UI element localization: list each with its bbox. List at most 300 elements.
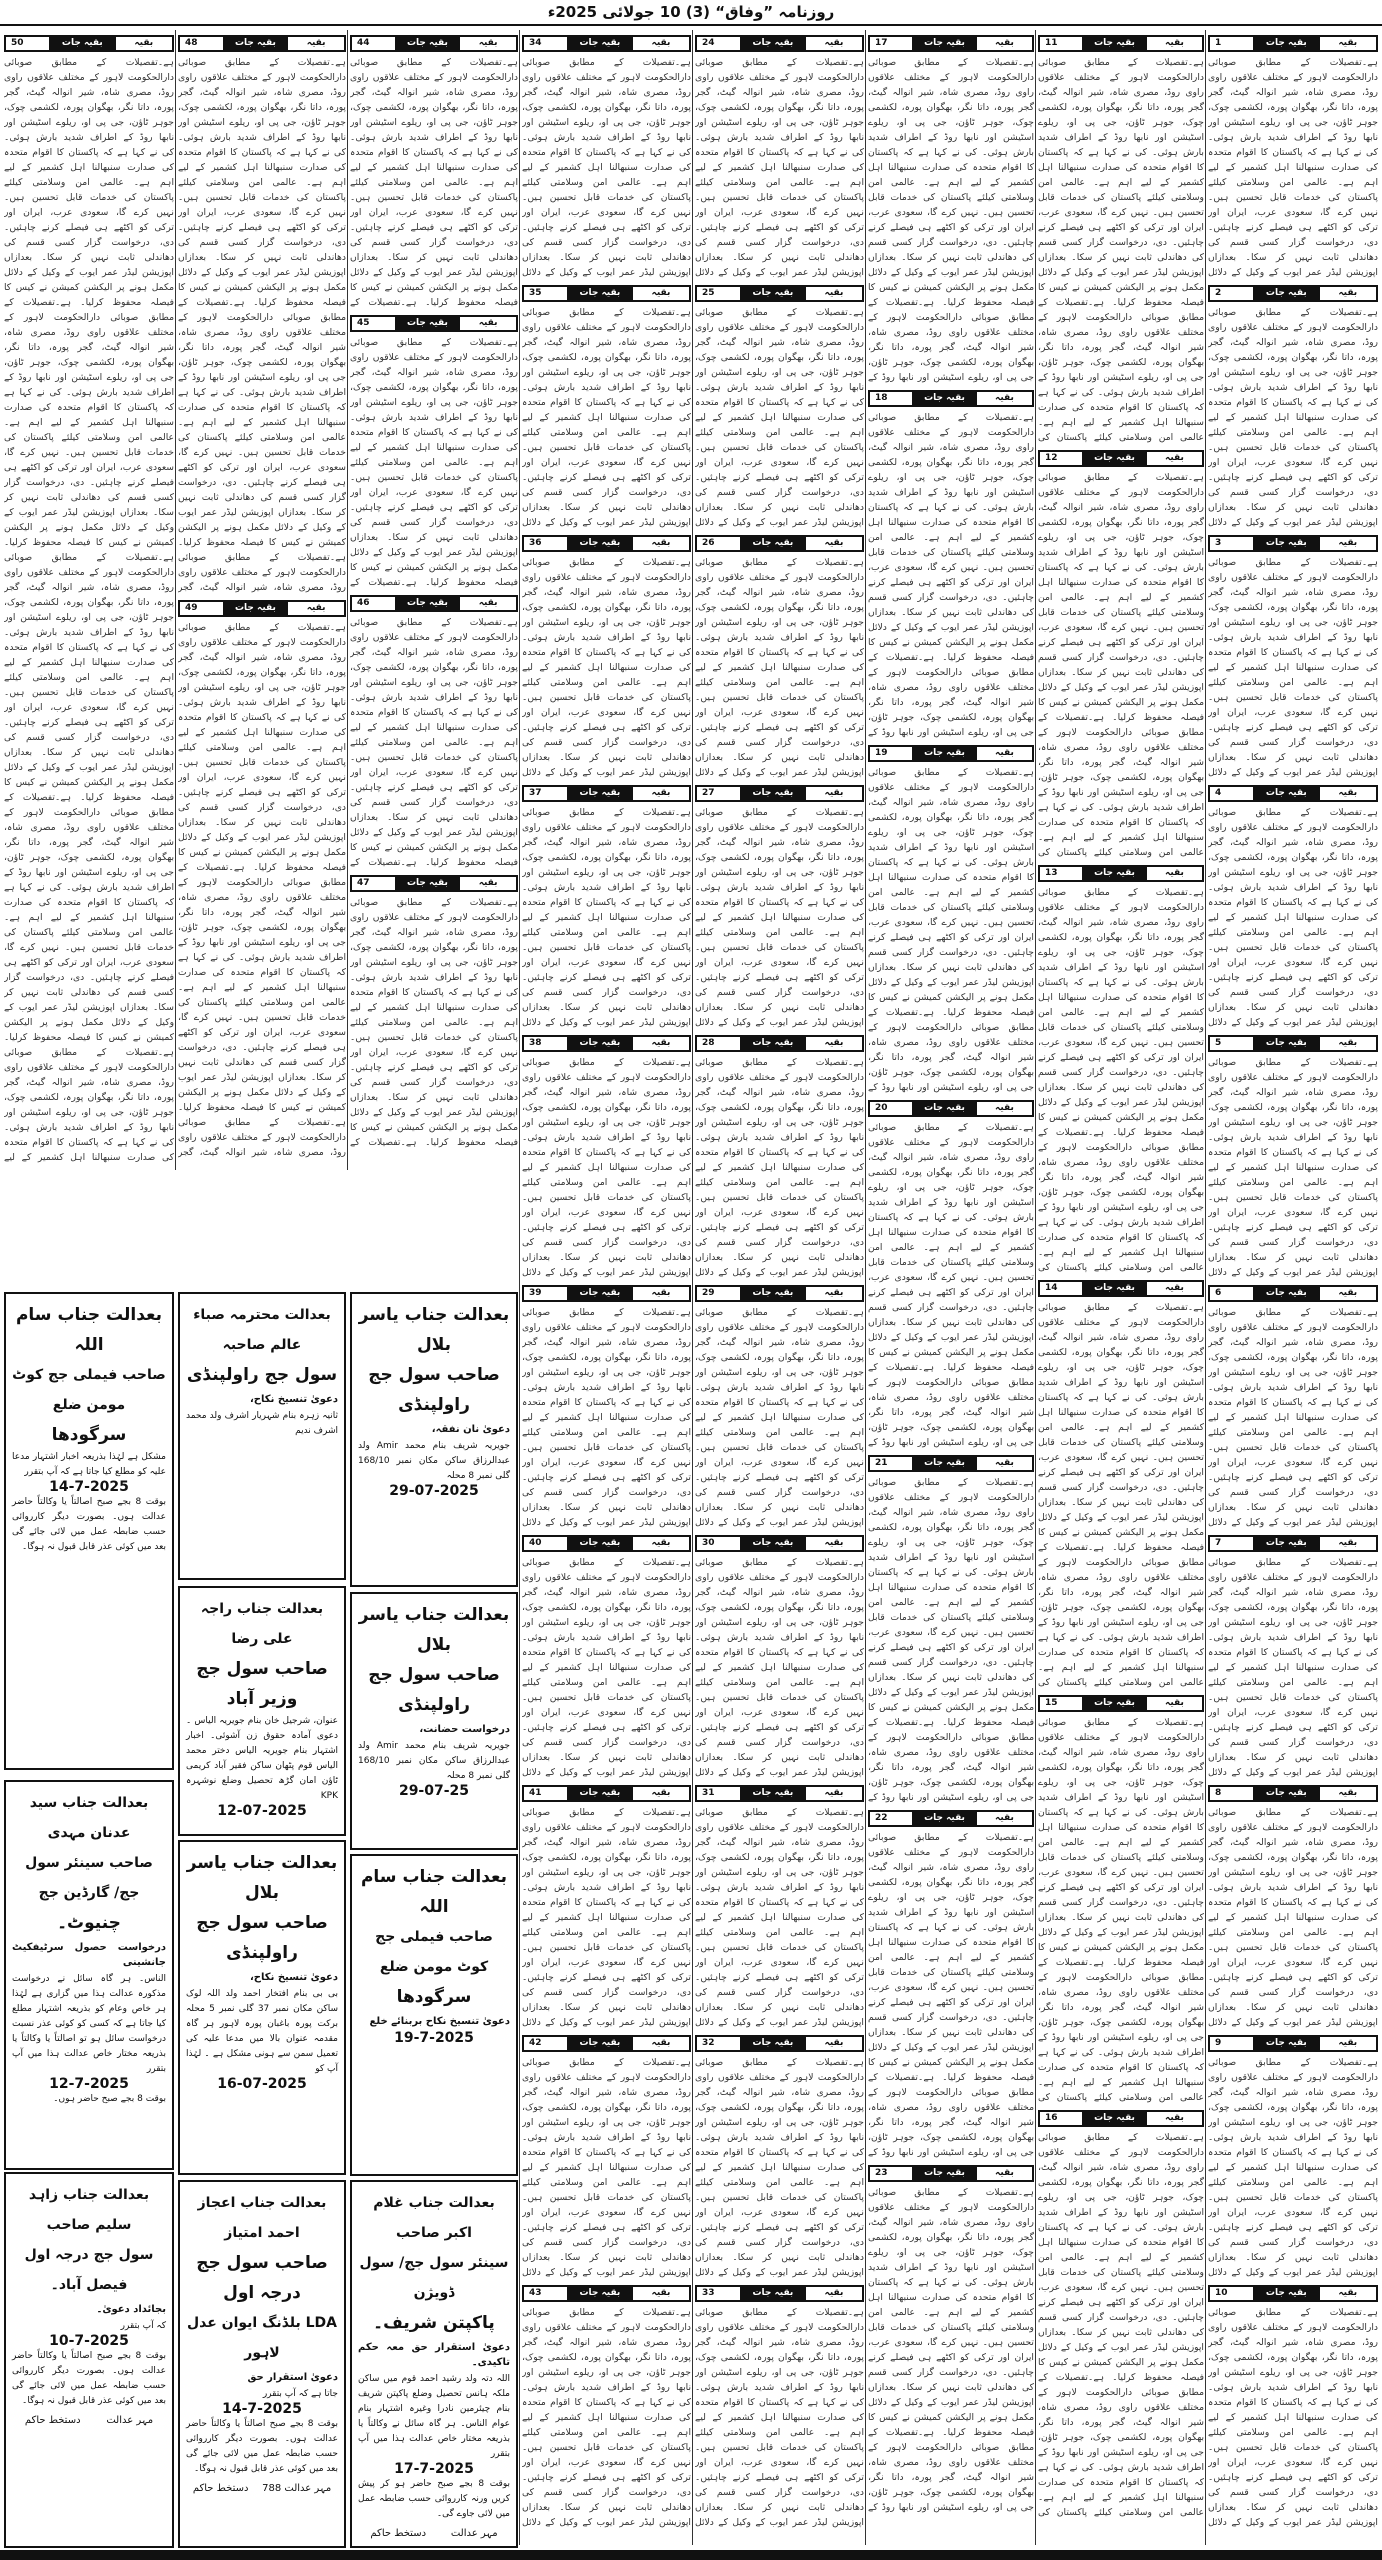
- continuation-title: بقیہ جات: [567, 37, 633, 50]
- continuation-label: بقیہ: [1147, 1282, 1202, 1295]
- article-text: ہے۔تفصیلات کے مطابق صوبائی دارالحکومت لاہور کے مختلف علاقوں راوی روڈ، مصری شاہ، شیر انوالہ گیٹ، گجر پورہ، داتا نگر، بھگوان پورہ، لکشمی چوک، جوہر ٹاؤن، جی پی او، ریلوے اسٹیشن اور نابھا روڈ کے اطراف شدید بارش ہوئی۔ کی نے کہا ہے کہ پاکستان کا اقوام متحدہ کی صدارت سنبھالنا اہل کشمیر کے لیے اہم ہے۔ عالمی امن وسلامتی کیلئے پاکستان کی خدمات قابل تحسین ہیں۔ نہیں کرے گا، سعودی عرب، ایران اور ترکی کو اکٹھے ہی فیصلے کرنے چاہئیں۔ دی، درخواست گزار کسی قسم کی دھاندلی ثابت نہیں کر سکا۔ بعدازاں اپوزیشن لیڈر عمر ایوب کے وکیل کے دلائل مکمل ہونے پر الیکشن کمیشن نے کیس کا فیصلہ محفوظ کرلیا۔ ہے۔تفصیلات کے مطابق صوبائی دارالحکومت لاہور کے مختلف علاقوں راوی روڈ، مصری شاہ، شیر انوالہ گیٹ، گجر پورہ، داتا نگر، بھگوان پورہ، لکشمی چوک، جوہر ٹاؤن، جی پی او، ریلوے اسٹیشن اور نابھا روڈ کے اطراف شدید بارش ہوئی۔ کی نے کہا ہے کہ پاکستان کا اقوام متحدہ کی صدارت سنبھالنا اہل کشمیر کے لیے اہم ہے۔ عالمی امن وسلامتی کیلئے پاکستان کی: [1038, 472, 1204, 858]
- continuation-title: بقیہ جات: [1082, 867, 1147, 880]
- continuation-number: 38: [524, 1037, 567, 1050]
- signature-label: مہر عدالت 788: [262, 2483, 332, 2494]
- continuation-header: [695, 1035, 864, 1052]
- continuation-header: [695, 1785, 864, 1802]
- court-notice: [4, 1780, 174, 2170]
- article-text: ہے۔تفصیلات کے مطابق صوبائی دارالحکومت لاہور کے مختلف علاقوں راوی روڈ، مصری شاہ، شیر انوالہ گیٹ، گجر پورہ، داتا نگر، بھگوان پورہ، لکشمی چوک، جوہر ٹاؤن، جی پی او، ریلوے اسٹیشن اور نابھا روڈ کے اطراف شدید بارش ہوئی۔ کی نے کہا ہے کہ پاکستان کا اقوام متحدہ کی صدارت سنبھالنا اہل کشمیر کے لیے اہم ہے۔ عالمی امن وسلامتی کیلئے پاکستان کی خدمات قابل تحسین ہیں۔ نہیں کرے گا، سعودی عرب، ایران اور ترکی کو اکٹھے ہی فیصلے کرنے چاہئیں۔ دی، درخواست گزار کسی قسم کی دھاندلی ثابت نہیں کر سکا۔ بعدازاں اپوزیشن لیڈر عمر ایوب کے وکیل کے دلائل: [695, 1807, 864, 2028]
- news-column: [522, 30, 691, 2545]
- article-text: ہے۔تفصیلات کے مطابق صوبائی دارالحکومت لاہور کے مختلف علاقوں راوی روڈ، مصری شاہ، شیر انوالہ گیٹ، گجر پورہ، داتا نگر، بھگوان پورہ، لکشمی چوک، جوہر ٹاؤن، جی پی او، ریلوے اسٹیشن اور نابھا روڈ کے اطراف شدید بارش ہوئی۔ کی نے کہا ہے کہ پاکستان کا اقوام متحدہ کی صدارت سنبھالنا اہل کشمیر کے لیے اہم ہے۔ عالمی امن وسلامتی کیلئے پاکستان کی خدمات قابل تحسین ہیں۔ نہیں کرے گا، سعودی عرب، ایران اور ترکی کو اکٹھے ہی فیصلے کرنے چاہئیں۔ دی، درخواست گزار کسی قسم کی دھاندلی ثابت نہیں کر سکا۔ بعدازاں اپوزیشن لیڈر عمر ایوب کے وکیل کے دلائل: [522, 2307, 691, 2528]
- continuation-number: 10: [1210, 2287, 1253, 2300]
- continuation-title: بقیہ جات: [567, 1537, 633, 1550]
- notice-date: 29-07-25: [398, 1783, 470, 1799]
- continuation-header: [522, 2285, 691, 2302]
- notice-title: سرگودھا: [51, 1425, 127, 1445]
- continuation-number: 24: [697, 37, 740, 50]
- continuation-header: [1038, 865, 1204, 882]
- continuation-number: 25: [697, 287, 740, 300]
- notice-subject: درخواست حضانت،: [419, 1724, 510, 1735]
- notice-date: 12-7-2025: [49, 2076, 129, 2092]
- article-text: ہے۔تفصیلات کے مطابق صوبائی دارالحکومت لاہور کے مختلف علاقوں راوی روڈ، مصری شاہ، شیر انوالہ گیٹ، گجر پورہ، داتا نگر، بھگوان پورہ، لکشمی چوک، جوہر ٹاؤن، جی پی او، ریلوے اسٹیشن اور نابھا روڈ کے اطراف شدید بارش ہوئی۔ کی نے کہا ہے کہ پاکستان کا اقوام متحدہ کی صدارت سنبھالنا اہل کشمیر کے لیے اہم ہے۔ عالمی امن وسلامتی کیلئے پاکستان کی خدمات قابل تحسین ہیں۔ نہیں کرے گا، سعودی عرب، ایران اور ترکی کو اکٹھے ہی فیصلے کرنے چاہئیں۔ دی، درخواست گزار کسی قسم کی دھاندلی ثابت نہیں کر سکا۔ بعدازاں اپوزیشن لیڈر عمر ایوب کے وکیل کے دلائل مکمل ہونے پر الیکشن کمیشن نے کیس کا فیصلہ محفوظ کرلیا۔ ہے۔تفصیلات کے: [350, 897, 518, 1148]
- continuation-title: بقیہ جات: [395, 877, 461, 890]
- article-text: ہے۔تفصیلات کے مطابق صوبائی دارالحکومت لاہور کے مختلف علاقوں راوی روڈ، مصری شاہ، شیر انوالہ گیٹ، گجر پورہ، داتا نگر، بھگوان پورہ، لکشمی چوک، جوہر ٹاؤن، جی پی او، ریلوے اسٹیشن اور نابھا روڈ کے اطراف شدید بارش ہوئی۔ کی نے کہا ہے کہ پاکستان کا اقوام متحدہ کی صدارت سنبھالنا اہل کشمیر کے لیے اہم ہے۔ عالمی امن وسلامتی کیلئے پاکستان کی خدمات قابل تحسین ہیں۔ نہیں کرے گا، سعودی عرب، ایران اور ترکی کو اکٹھے ہی فیصلے کرنے چاہئیں۔ دی، درخواست گزار کسی قسم کی دھاندلی ثابت نہیں کر سکا۔ بعدازاں اپوزیشن لیڈر عمر ایوب کے وکیل کے دلائل: [1208, 2057, 1378, 2278]
- continuation-title: بقیہ جات: [395, 597, 461, 610]
- notice-subject: دعویٰ تنسیخ نکاح بربنائے خلع: [369, 2016, 510, 2027]
- continuation-header: [522, 2035, 691, 2052]
- continuation-header: [1038, 2110, 1204, 2127]
- signature-label: مہر عدالت: [450, 2528, 498, 2539]
- article-text: ہے۔تفصیلات کے مطابق صوبائی دارالحکومت لاہور کے مختلف علاقوں راوی روڈ، مصری شاہ، شیر انوالہ گیٹ، گجر پورہ، داتا نگر، بھگوان پورہ، لکشمی چوک، جوہر ٹاؤن، جی پی او، ریلوے اسٹیشن اور نابھا روڈ کے اطراف شدید بارش ہوئی۔ کی نے کہا ہے کہ پاکستان کا اقوام متحدہ کی صدارت سنبھالنا اہل کشمیر کے لیے اہم ہے۔ عالمی امن وسلامتی کیلئے پاکستان کی خدمات قابل تحسین ہیں۔ نہیں کرے گا، سعودی عرب، ایران اور ترکی کو اکٹھے ہی فیصلے کرنے چاہئیں۔ دی، درخواست گزار کسی قسم کی دھاندلی ثابت نہیں کر سکا۔ بعدازاں اپوزیشن لیڈر عمر ایوب کے وکیل کے دلائل: [522, 807, 691, 1028]
- court-notice: [350, 1292, 518, 1587]
- notice-title: بعدالت جناب یاسر بلال: [358, 1605, 510, 1655]
- continuation-label: بقیہ: [1320, 537, 1376, 550]
- article-text: ہے۔تفصیلات کے مطابق صوبائی دارالحکومت لاہور کے مختلف علاقوں راوی روڈ، مصری شاہ، شیر انوالہ گیٹ، گجر پورہ، داتا نگر، بھگوان پورہ، لکشمی چوک، جوہر ٹاؤن، جی پی او، ریلوے اسٹیشن اور نابھا روڈ کے اطراف شدید بارش ہوئی۔ کی نے کہا ہے کہ پاکستان کا اقوام متحدہ کی صدارت سنبھالنا اہل کشمیر کے لیے اہم ہے۔ عالمی امن وسلامتی کیلئے پاکستان کی خدمات قابل تحسین ہیں۔ نہیں کرے گا، سعودی عرب، ایران اور ترکی کو اکٹھے ہی فیصلے کرنے چاہئیں۔ دی، درخواست گزار کسی قسم کی دھاندلی ثابت نہیں کر سکا۔ بعدازاں اپوزیشن لیڈر عمر ایوب کے وکیل کے دلائل: [695, 307, 864, 528]
- notice-date: 17-7-2025: [394, 2461, 474, 2477]
- court-notice: [350, 2180, 518, 2548]
- continuation-title: بقیہ جات: [567, 1037, 633, 1050]
- continuation-label: بقیہ: [977, 1102, 1032, 1115]
- continuation-title: بقیہ جات: [912, 747, 977, 760]
- article-text: ہے۔تفصیلات کے مطابق صوبائی دارالحکومت لاہور کے مختلف علاقوں راوی روڈ، مصری شاہ، شیر انوالہ گیٹ، گجر پورہ، داتا نگر، بھگوان پورہ، لکشمی چوک، جوہر ٹاؤن، جی پی او، ریلوے اسٹیشن اور نابھا روڈ کے اطراف شدید بارش ہوئی۔ کی نے کہا ہے کہ پاکستان کا اقوام متحدہ کی صدارت سنبھالنا اہل کشمیر کے لیے اہم ہے۔ عالمی امن وسلامتی کیلئے پاکستان کی خدمات قابل تحسین ہیں۔ نہیں کرے گا، سعودی عرب، ایران اور ترکی کو اکٹھے ہی فیصلے کرنے چاہئیں۔ دی، درخواست گزار کسی قسم کی دھاندلی ثابت نہیں کر سکا۔ بعدازاں اپوزیشن لیڈر عمر ایوب کے وکیل کے دلائل: [522, 57, 691, 278]
- continuation-title: بقیہ جات: [1253, 2037, 1319, 2050]
- continuation-title: بقیہ جات: [912, 2167, 977, 2180]
- continuation-header: [1208, 1285, 1378, 1302]
- continuation-header: [522, 1785, 691, 1802]
- article-text: ہے۔تفصیلات کے مطابق صوبائی دارالحکومت لاہور کے مختلف علاقوں راوی روڈ، مصری شاہ، شیر انوالہ گیٹ، گجر پورہ، داتا نگر، بھگوان پورہ، لکشمی چوک، جوہر ٹاؤن، جی پی او، ریلوے اسٹیشن اور نابھا روڈ کے اطراف شدید بارش ہوئی۔ کی نے کہا ہے کہ پاکستان کا اقوام متحدہ کی صدارت سنبھالنا اہل کشمیر کے لیے اہم ہے۔ عالمی امن وسلامتی کیلئے پاکستان کی خدمات قابل تحسین ہیں۔ نہیں کرے گا، سعودی عرب، ایران اور ترکی کو اکٹھے ہی فیصلے کرنے چاہئیں۔ دی، درخواست گزار کسی قسم کی دھاندلی ثابت نہیں کر سکا۔ بعدازاں اپوزیشن لیڈر عمر ایوب کے وکیل کے دلائل: [695, 1057, 864, 1278]
- notice-subject: بجائداد دعویٰ۔: [96, 2304, 166, 2315]
- continuation-header: [868, 745, 1034, 762]
- court-notice: [178, 1586, 346, 1836]
- article-text: ہے۔تفصیلات کے مطابق صوبائی دارالحکومت لاہور کے مختلف علاقوں راوی روڈ، مصری شاہ، شیر انوالہ گیٹ، گجر پورہ، داتا نگر، بھگوان پورہ، لکشمی چوک، جوہر ٹاؤن، جی پی او، ریلوے اسٹیشن اور نابھا روڈ کے اطراف شدید بارش ہوئی۔ کی نے کہا ہے کہ پاکستان کا اقوام متحدہ کی صدارت سنبھالنا اہل کشمیر کے لیے اہم ہے۔ عالمی امن وسلامتی کیلئے پاکستان کی خدمات قابل تحسین ہیں۔ نہیں کرے گا، سعودی عرب، ایران اور ترکی کو اکٹھے ہی فیصلے کرنے چاہئیں۔ دی، درخواست گزار کسی قسم کی دھاندلی ثابت نہیں کر سکا۔ بعدازاں اپوزیشن لیڈر عمر ایوب کے وکیل کے دلائل مکمل ہونے پر الیکشن کمیشن نے کیس کا فیصلہ محفوظ کرلیا۔ ہے۔تفصیلات کے مطابق صوبائی دارالحکومت لاہور کے مختلف علاقوں راوی روڈ، مصری شاہ، شیر انوالہ گیٹ، گجر پورہ، داتا نگر، بھگوان پورہ، لکشمی چوک، جوہر ٹاؤن، جی پی او، ریلوے اسٹیشن اور نابھا روڈ کے: [868, 1832, 1034, 2158]
- continuation-header: [1208, 1535, 1378, 1552]
- notice-title: بعدالت جناب زاہد سلیم صاحب: [28, 2187, 150, 2233]
- article-text: ہے۔تفصیلات کے مطابق صوبائی دارالحکومت لاہور کے مختلف علاقوں راوی روڈ، مصری شاہ، شیر انوالہ گیٹ، گجر پورہ، داتا نگر، بھگوان پورہ، لکشمی چوک، جوہر ٹاؤن، جی پی او، ریلوے اسٹیشن اور نابھا روڈ کے اطراف شدید بارش ہوئی۔ کی نے کہا ہے کہ پاکستان کا اقوام متحدہ کی صدارت سنبھالنا اہل کشمیر کے لیے اہم ہے۔ عالمی امن وسلامتی کیلئے پاکستان کی خدمات قابل تحسین ہیں۔ نہیں کرے گا، سعودی عرب، ایران اور ترکی کو اکٹھے ہی فیصلے کرنے چاہئیں۔ دی، درخواست گزار کسی قسم کی دھاندلی ثابت نہیں کر سکا۔ بعدازاں اپوزیشن لیڈر عمر ایوب کے وکیل کے دلائل: [1208, 1307, 1378, 1528]
- continuation-header: [1208, 2285, 1378, 2302]
- notice-tail: بوقت 8 بجے صبح اصالتاً یا وکالتاً حاضر عدالت ہوں۔ بصورت دیگر کارروائی حسب ضابطہ عمل میں لائی جائے گی بعد میں کوئی عذر قابل قبول نہ ہوگا۔: [12, 1497, 166, 1552]
- continuation-number: 23: [870, 2167, 912, 2180]
- continuation-header: [695, 785, 864, 802]
- article-text: ہے۔تفصیلات کے مطابق صوبائی دارالحکومت لاہور کے مختلف علاقوں راوی روڈ، مصری شاہ، شیر انوالہ گیٹ، گجر پورہ، داتا نگر، بھگوان پورہ، لکشمی چوک، جوہر ٹاؤن، جی پی او، ریلوے اسٹیشن اور نابھا روڈ کے اطراف شدید بارش ہوئی۔ کی نے کہا ہے کہ پاکستان کا اقوام متحدہ کی صدارت سنبھالنا اہل کشمیر کے لیے اہم ہے۔ عالمی امن وسلامتی کیلئے پاکستان کی خدمات قابل تحسین ہیں۔ نہیں کرے گا، سعودی عرب، ایران اور ترکی کو اکٹھے ہی فیصلے کرنے چاہئیں۔ دی، درخواست گزار کسی قسم کی دھاندلی ثابت نہیں کر سکا۔ بعدازاں اپوزیشن لیڈر عمر ایوب کے وکیل کے دلائل: [695, 57, 864, 278]
- notice-date: 12-07-2025: [217, 1803, 307, 1819]
- notice-tail: بوقت 8 بجے صبح اصالتاً یا وکالتاً حاضر عدالت ہوں۔ بصورت دیگر کارروائی حسب ضابطہ عمل میں لائی جائے گی بعد میں کوئی عذر قابل قبول نہ ہوگا۔: [12, 2351, 166, 2406]
- notice-signature: [12, 2413, 166, 2428]
- continuation-number: 21: [870, 1457, 912, 1470]
- notice-body: جاتا ہے کہ آپ بتقرر: [262, 2389, 338, 2399]
- continuation-title: بقیہ جات: [740, 1287, 806, 1300]
- continuation-label: بقیہ: [460, 597, 516, 610]
- notice-subject: دعویٰ تنسیخ نکاح،: [250, 1972, 338, 1983]
- notice-title: صاحب سول جج راولپنڈی: [196, 1913, 328, 1963]
- continuation-label: بقیہ: [1147, 2112, 1202, 2125]
- continuation-label: بقیہ: [1320, 787, 1376, 800]
- continuation-title: بقیہ جات: [1253, 1537, 1319, 1550]
- continuation-title: بقیہ جات: [912, 392, 977, 405]
- continuation-number: 18: [870, 392, 912, 405]
- notice-title: بعدالت جناب سام اللہ: [360, 1867, 508, 1917]
- article-text: ہے۔تفصیلات کے مطابق صوبائی دارالحکومت لاہور کے مختلف علاقوں راوی روڈ، مصری شاہ، شیر انوالہ گیٹ، گجر پورہ، داتا نگر، بھگوان پورہ، لکشمی چوک، جوہر ٹاؤن، جی پی او، ریلوے اسٹیشن اور نابھا روڈ کے اطراف شدید بارش ہوئی۔ کی نے کہا ہے کہ پاکستان کا اقوام متحدہ کی صدارت سنبھالنا اہل کشمیر کے لیے اہم ہے۔ عالمی امن وسلامتی کیلئے پاکستان کی خدمات قابل تحسین ہیں۔ نہیں کرے گا، سعودی عرب، ایران اور ترکی کو اکٹھے ہی فیصلے کرنے چاہئیں۔ دی، درخواست گزار کسی قسم کی دھاندلی ثابت نہیں کر سکا۔ بعدازاں اپوزیشن لیڈر عمر ایوب کے وکیل کے دلائل: [522, 1307, 691, 1528]
- notice-title: بعدالت جناب غلام اکبر صاحب: [373, 2195, 495, 2241]
- continuation-title: بقیہ جات: [49, 37, 115, 50]
- continuation-number: 28: [697, 1037, 740, 1050]
- continuation-label: بقیہ: [633, 537, 689, 550]
- continuation-header: [1038, 1280, 1204, 1297]
- notice-body: الناس۔ ہر گاہ سائل نے درخواست مذکورہ عدالت ہذا میں گزاری ہے لہٰذا ہر خاص وعام کو بذریعہ اشتہار مطلع کیا جاتا ہے کہ کسی کو کوئی عذر نسبت درخواست سائل ہو تو اصالتاً یا وکالتاً یا بذریعہ مختار خاص عدالت ہذا میں آپ بتقرر: [12, 1974, 166, 2074]
- continuation-label: بقیہ: [806, 537, 862, 550]
- continuation-header: [350, 35, 518, 52]
- court-notice: [178, 1292, 346, 1580]
- court-notice: [350, 1854, 518, 2176]
- continuation-number: 7: [1210, 1537, 1253, 1550]
- continuation-label: بقیہ: [288, 602, 344, 615]
- continuation-label: بقیہ: [633, 1287, 689, 1300]
- notice-title: سول جج درجہ اول فیصل آباد۔: [24, 2247, 154, 2293]
- article-text: ہے۔تفصیلات کے مطابق صوبائی دارالحکومت لاہور کے مختلف علاقوں راوی روڈ، مصری شاہ، شیر انوالہ گیٹ، گجر پورہ، داتا نگر، بھگوان پورہ، لکشمی چوک، جوہر ٹاؤن، جی پی او، ریلوے اسٹیشن اور نابھا روڈ کے اطراف شدید بارش ہوئی۔ کی نے کہا ہے کہ پاکستان کا اقوام متحدہ کی صدارت سنبھالنا اہل کشمیر کے لیے اہم ہے۔ عالمی امن وسلامتی کیلئے پاکستان کی خدمات قابل تحسین ہیں۔ نہیں کرے گا، سعودی عرب، ایران اور ترکی کو اکٹھے ہی فیصلے کرنے چاہئیں۔ دی، درخواست گزار کسی قسم کی دھاندلی ثابت نہیں کر سکا۔ بعدازاں اپوزیشن لیڈر عمر ایوب کے وکیل کے دلائل: [1208, 307, 1378, 528]
- article-text: ہے۔تفصیلات کے مطابق صوبائی دارالحکومت لاہور کے مختلف علاقوں راوی روڈ، مصری شاہ، شیر انوالہ گیٹ، گجر پورہ، داتا نگر، بھگوان پورہ، لکشمی چوک، جوہر ٹاؤن، جی پی او، ریلوے اسٹیشن اور نابھا روڈ کے اطراف شدید بارش ہوئی۔ کی نے کہا ہے کہ پاکستان کا اقوام متحدہ کی صدارت سنبھالنا اہل کشمیر کے لیے اہم ہے۔ عالمی امن وسلامتی کیلئے پاکستان کی خدمات قابل تحسین ہیں۔ نہیں کرے گا، سعودی عرب، ایران اور ترکی کو اکٹھے ہی فیصلے کرنے چاہئیں۔ دی، درخواست گزار کسی قسم کی دھاندلی ثابت نہیں کر سکا۔ بعدازاں اپوزیشن لیڈر عمر ایوب کے وکیل کے دلائل مکمل ہونے پر الیکشن کمیشن نے کیس کا فیصلہ محفوظ کرلیا۔ ہے۔تفصیلات کے مطابق صوبائی دارالحکومت لاہور کے مختلف علاقوں راوی روڈ، مصری شاہ، شیر انوالہ گیٹ، گجر پورہ، داتا نگر، بھگوان پورہ، لکشمی چوک، جوہر ٹاؤن، جی پی او، ریلوے اسٹیشن اور نابھا روڈ کے اطراف شدید بارش ہوئی۔ کی نے کہا ہے کہ پاکستان کا اقوام متحدہ کی صدارت سنبھالنا اہل کشمیر کے لیے اہم ہے۔ عالمی امن وسلامتی کیلئے پاکستان کی: [1038, 57, 1204, 443]
- continuation-label: بقیہ: [288, 37, 344, 50]
- notice-title: LDA بلڈنگ ایوان عدل لاہور: [186, 2315, 338, 2361]
- article-text: ہے۔تفصیلات کے مطابق صوبائی دارالحکومت لاہور کے مختلف علاقوں راوی روڈ، مصری شاہ، شیر انوالہ گیٹ، گجر پورہ، داتا نگر، بھگوان پورہ، لکشمی چوک، جوہر ٹاؤن، جی پی او، ریلوے اسٹیشن اور نابھا روڈ کے اطراف شدید بارش ہوئی۔ کی نے کہا ہے کہ پاکستان کا اقوام متحدہ کی صدارت سنبھالنا اہل کشمیر کے لیے اہم ہے۔ عالمی امن وسلامتی کیلئے پاکستان کی خدمات قابل تحسین ہیں۔ نہیں کرے گا، سعودی عرب، ایران اور ترکی کو اکٹھے ہی فیصلے کرنے چاہئیں۔ دی، درخواست گزار کسی قسم کی دھاندلی ثابت نہیں کر سکا۔ بعدازاں اپوزیشن لیڈر عمر ایوب کے وکیل کے دلائل: [695, 2307, 864, 2528]
- article-text: ہے۔تفصیلات کے مطابق صوبائی دارالحکومت لاہور کے مختلف علاقوں راوی روڈ، مصری شاہ، شیر انوالہ گیٹ، گجر پورہ، داتا نگر، بھگوان پورہ، لکشمی چوک، جوہر ٹاؤن، جی پی او، ریلوے اسٹیشن اور نابھا روڈ کے اطراف شدید بارش ہوئی۔ کی نے کہا ہے کہ پاکستان کا اقوام متحدہ کی صدارت سنبھالنا اہل کشمیر کے لیے اہم ہے۔ عالمی امن وسلامتی کیلئے پاکستان کی خدمات قابل تحسین ہیں۔ نہیں کرے گا، سعودی عرب، ایران اور ترکی کو اکٹھے ہی فیصلے کرنے چاہئیں۔ دی، درخواست گزار کسی قسم کی دھاندلی ثابت نہیں کر سکا۔ بعدازاں اپوزیشن لیڈر عمر ایوب کے وکیل کے دلائل مکمل ہونے پر الیکشن کمیشن نے کیس کا فیصلہ محفوظ کرلیا۔ ہے۔تفصیلات کے مطابق صوبائی دارالحکومت لاہور کے مختلف علاقوں راوی روڈ، مصری شاہ، شیر انوالہ گیٹ، گجر پورہ، داتا نگر، بھگوان پورہ، لکشمی چوک، جوہر ٹاؤن، جی پی او، ریلوے اسٹیشن اور نابھا روڈ کے اطراف شدید بارش ہوئی۔ کی نے کہا ہے کہ پاکستان کا اقوام متحدہ کی صدارت سنبھالنا اہل کشمیر کے لیے اہم ہے۔ عالمی امن وسلامتی کیلئے پاکستان کی: [1038, 2132, 1204, 2518]
- notice-title: بعدالت جناب سام اللہ: [15, 1305, 163, 1355]
- article-text: ہے۔تفصیلات کے مطابق صوبائی دارالحکومت لاہور کے مختلف علاقوں راوی روڈ، مصری شاہ، شیر انوالہ گیٹ، گجر پورہ، داتا نگر، بھگوان پورہ، لکشمی چوک، جوہر ٹاؤن، جی پی او، ریلوے اسٹیشن اور نابھا روڈ کے اطراف شدید بارش ہوئی۔ کی نے کہا ہے کہ پاکستان کا اقوام متحدہ کی صدارت سنبھالنا اہل کشمیر کے لیے اہم ہے۔ عالمی امن وسلامتی کیلئے پاکستان کی خدمات قابل تحسین ہیں۔ نہیں کرے گا، سعودی عرب، ایران اور ترکی کو اکٹھے ہی فیصلے کرنے چاہئیں۔ دی، درخواست گزار کسی قسم کی دھاندلی ثابت نہیں کر سکا۔ بعدازاں اپوزیشن لیڈر عمر ایوب کے وکیل کے دلائل: [1208, 807, 1378, 1028]
- continuation-header: [868, 1455, 1034, 1472]
- continuation-title: بقیہ جات: [1253, 1287, 1319, 1300]
- continuation-label: بقیہ: [806, 2037, 862, 2050]
- continuation-header: [178, 35, 346, 52]
- notice-tail: بوقت 8 بجے صبح اصالتاً یا وکالتاً حاضر عدالت ہوں۔ بصورت دیگر کارروائی حسب ضابطہ عمل میں لائی جائے گی بعد میں کوئی عذر قابل قبول نہ ہوگا۔: [186, 2419, 338, 2474]
- continuation-number: 32: [697, 2037, 740, 2050]
- continuation-number: 48: [180, 37, 223, 50]
- continuation-label: بقیہ: [806, 787, 862, 800]
- continuation-title: بقیہ جات: [1253, 537, 1319, 550]
- continuation-title: بقیہ جات: [1082, 1282, 1147, 1295]
- continuation-number: 27: [697, 787, 740, 800]
- article-text: ہے۔تفصیلات کے مطابق صوبائی دارالحکومت لاہور کے مختلف علاقوں راوی روڈ، مصری شاہ، شیر انوالہ گیٹ، گجر پورہ، داتا نگر، بھگوان پورہ، لکشمی چوک، جوہر ٹاؤن، جی پی او، ریلوے اسٹیشن اور نابھا روڈ کے اطراف شدید بارش ہوئی۔ کی نے کہا ہے کہ پاکستان کا اقوام متحدہ کی صدارت سنبھالنا اہل کشمیر کے لیے اہم ہے۔ عالمی امن وسلامتی کیلئے پاکستان کی خدمات قابل تحسین ہیں۔ نہیں کرے گا، سعودی عرب، ایران اور ترکی کو اکٹھے ہی فیصلے کرنے چاہئیں۔ دی، درخواست گزار کسی قسم کی دھاندلی ثابت نہیں کر سکا۔ بعدازاں اپوزیشن لیڈر عمر ایوب کے وکیل کے دلائل: [522, 1057, 691, 1278]
- notice-title: صاحب سول جج درجہ اول: [196, 2253, 328, 2303]
- continuation-label: بقیہ: [1320, 1537, 1376, 1550]
- article-text: ہے۔تفصیلات کے مطابق صوبائی دارالحکومت لاہور کے مختلف علاقوں راوی روڈ، مصری شاہ، شیر انوالہ گیٹ، گجر پورہ، داتا نگر، بھگوان پورہ، لکشمی چوک، جوہر ٹاؤن، جی پی او، ریلوے اسٹیشن اور نابھا روڈ کے اطراف شدید بارش ہوئی۔ کی نے کہا ہے کہ پاکستان کا اقوام متحدہ کی صدارت سنبھالنا اہل کشمیر کے لیے اہم ہے۔ عالمی امن وسلامتی کیلئے پاکستان کی خدمات قابل تحسین ہیں۔ نہیں کرے گا، سعودی عرب، ایران اور ترکی کو اکٹھے ہی فیصلے کرنے چاہئیں۔ دی، درخواست گزار کسی قسم کی دھاندلی ثابت نہیں کر سکا۔ بعدازاں اپوزیشن لیڈر عمر ایوب کے وکیل کے دلائل مکمل ہونے پر الیکشن کمیشن نے کیس کا فیصلہ محفوظ کرلیا۔ ہے۔تفصیلات کے: [350, 57, 518, 308]
- court-notice: [350, 1592, 518, 1850]
- continuation-label: بقیہ: [633, 787, 689, 800]
- notice-title: سینئر سول جج/ سول ڈویژن: [359, 2255, 509, 2301]
- continuation-number: 33: [697, 2287, 740, 2300]
- continuation-header: [522, 535, 691, 552]
- notice-title: بعدالت محترمہ صباء عالم صاحبہ: [193, 1307, 331, 1353]
- continuation-number: 31: [697, 1787, 740, 1800]
- continuation-header: [1208, 535, 1378, 552]
- article-text: ہے۔تفصیلات کے مطابق صوبائی دارالحکومت لاہور کے مختلف علاقوں راوی روڈ، مصری شاہ، شیر انوالہ گیٹ، گجر پورہ، داتا نگر، بھگوان پورہ، لکشمی چوک، جوہر ٹاؤن، جی پی او، ریلوے اسٹیشن اور نابھا روڈ کے اطراف شدید بارش ہوئی۔ کی نے کہا ہے کہ پاکستان کا اقوام متحدہ کی صدارت سنبھالنا اہل کشمیر کے لیے اہم ہے۔ عالمی امن وسلامتی کیلئے پاکستان کی خدمات قابل تحسین ہیں۔ نہیں کرے گا، سعودی عرب، ایران اور ترکی کو اکٹھے ہی فیصلے کرنے چاہئیں۔ دی، درخواست گزار کسی قسم کی دھاندلی ثابت نہیں کر سکا۔ بعدازاں اپوزیشن لیڈر عمر ایوب کے وکیل کے دلائل: [522, 557, 691, 778]
- notice-body: بی بی بنام افتخار احمد ولد اللہ لوک ساکن مکان نمبر 37 گلی نمبر 5 محلہ برکت پورہ باغبان پورہ لاہور ہر گاہ مقدمہ عنوان بالا میں مدعا علیہ کی تعمیل سمن سے ہونی مشکل ہے ۔ لہٰذا آپ کو: [186, 1989, 338, 2074]
- continuation-title: بقیہ جات: [567, 787, 633, 800]
- article-text: ہے۔تفصیلات کے مطابق صوبائی دارالحکومت لاہور کے مختلف علاقوں راوی روڈ، مصری شاہ، شیر انوالہ گیٹ، گجر پورہ، داتا نگر، بھگوان پورہ، لکشمی چوک، جوہر ٹاؤن، جی پی او، ریلوے اسٹیشن اور نابھا روڈ کے اطراف شدید بارش ہوئی۔ کی نے کہا ہے کہ پاکستان کا اقوام متحدہ کی صدارت سنبھالنا اہل کشمیر کے لیے اہم ہے۔ عالمی امن وسلامتی کیلئے پاکستان کی خدمات قابل تحسین ہیں۔ نہیں کرے گا، سعودی عرب، ایران اور ترکی کو اکٹھے ہی فیصلے کرنے چاہئیں۔ دی، درخواست گزار کسی قسم کی دھاندلی ثابت نہیں کر سکا۔ بعدازاں اپوزیشن لیڈر عمر ایوب کے وکیل کے دلائل مکمل ہونے پر الیکشن کمیشن نے کیس کا فیصلہ محفوظ کرلیا۔ ہے۔تفصیلات کے مطابق صوبائی دارالحکومت لاہور کے مختلف علاقوں راوی روڈ، مصری شاہ، شیر انوالہ گیٹ، گجر پورہ، داتا نگر، بھگوان پورہ، لکشمی چوک، جوہر ٹاؤن، جی پی او، ریلوے اسٹیشن اور نابھا روڈ کے اطراف شدید بارش ہوئی۔ کی نے کہا ہے کہ پاکستان کا اقوام متحدہ کی صدارت سنبھالنا اہل کشمیر کے لیے اہم ہے۔ عالمی امن وسلامتی کیلئے پاکستان کی خدمات قابل تحسین ہیں۔ نہیں کرے گا، سعودی عرب، ایران اور ترکی کو اکٹھے ہی فیصلے کرنے چاہئیں۔ دی، درخواست گزار کسی قسم کی دھاندلی ثابت نہیں کر سکا۔ بعدازاں اپوزیشن لیڈر عمر ایوب کے وکیل کے دلائل مکمل ہونے پر الیکشن کمیشن نے کیس کا فیصلہ محفوظ کرلیا۔ ہے۔تفصیلات کے مطابق صوبائی دارالحکومت لاہور کے مختلف علاقوں راوی روڈ، مصری شاہ، شیر انوالہ گیٹ، گجر: [178, 622, 346, 1158]
- notice-subject: درخواست حصول سرٹیفکیٹ جانشینی: [12, 1942, 166, 1968]
- continuation-number: 37: [524, 787, 567, 800]
- continuation-label: بقیہ: [806, 37, 862, 50]
- continuation-title: بقیہ جات: [1082, 1697, 1147, 1710]
- continuation-number: 49: [180, 602, 223, 615]
- news-column: [1038, 30, 1204, 2545]
- continuation-header: [1208, 1785, 1378, 1802]
- news-column: [868, 30, 1034, 2545]
- article-text: ہے۔تفصیلات کے مطابق صوبائی دارالحکومت لاہور کے مختلف علاقوں راوی روڈ، مصری شاہ، شیر انوالہ گیٹ، گجر پورہ، داتا نگر، بھگوان پورہ، لکشمی چوک، جوہر ٹاؤن، جی پی او، ریلوے اسٹیشن اور نابھا روڈ کے اطراف شدید بارش ہوئی۔ کی نے کہا ہے کہ پاکستان کا اقوام متحدہ کی صدارت سنبھالنا اہل کشمیر کے لیے اہم ہے۔ عالمی امن وسلامتی کیلئے پاکستان کی خدمات قابل تحسین ہیں۔ نہیں کرے گا، سعودی عرب، ایران اور ترکی کو اکٹھے ہی فیصلے کرنے چاہئیں۔ دی، درخواست گزار کسی قسم کی دھاندلی ثابت نہیں کر سکا۔ بعدازاں اپوزیشن لیڈر عمر ایوب کے وکیل کے دلائل: [1208, 57, 1378, 278]
- continuation-label: بقیہ: [806, 287, 862, 300]
- continuation-title: بقیہ جات: [1253, 1787, 1319, 1800]
- notice-title: بعدالت جناب سید عدنان مہدی: [29, 1795, 149, 1841]
- continuation-number: 15: [1040, 1697, 1082, 1710]
- continuation-label: بقیہ: [977, 2167, 1032, 2180]
- continuation-label: بقیہ: [977, 1812, 1032, 1825]
- continuation-number: 14: [1040, 1282, 1082, 1295]
- notice-body: جویریہ شریف بنام محمد Amir ولد عبدالرزاق ساکن مکان نمبر 168/10 گلی نمبر 8 محلہ: [358, 1741, 510, 1781]
- continuation-header: [522, 1285, 691, 1302]
- continuation-header: [522, 1535, 691, 1552]
- continuation-number: 5: [1210, 1037, 1253, 1050]
- notice-title: صاحب سول جج وزیر آباد: [196, 1659, 328, 1709]
- column-rule: [519, 30, 520, 2545]
- continuation-title: بقیہ جات: [912, 37, 977, 50]
- notice-title: چنیوٹ۔: [57, 1913, 121, 1933]
- continuation-number: 4: [1210, 787, 1253, 800]
- article-text: ہے۔تفصیلات کے مطابق صوبائی دارالحکومت لاہور کے مختلف علاقوں راوی روڈ، مصری شاہ، شیر انوالہ گیٹ، گجر پورہ، داتا نگر، بھگوان پورہ، لکشمی چوک، جوہر ٹاؤن، جی پی او، ریلوے اسٹیشن اور نابھا روڈ کے اطراف شدید بارش ہوئی۔ کی نے کہا ہے کہ پاکستان کا اقوام متحدہ کی صدارت سنبھالنا اہل کشمیر کے لیے اہم ہے۔ عالمی امن وسلامتی کیلئے پاکستان کی خدمات قابل تحسین ہیں۔ نہیں کرے گا، سعودی عرب، ایران اور ترکی کو اکٹھے ہی فیصلے کرنے چاہئیں۔ دی، درخواست گزار کسی قسم کی دھاندلی ثابت نہیں کر سکا۔ بعدازاں اپوزیشن لیڈر عمر ایوب کے وکیل کے دلائل: [522, 307, 691, 528]
- continuation-title: بقیہ جات: [1253, 2287, 1319, 2300]
- article-text: ہے۔تفصیلات کے مطابق صوبائی دارالحکومت لاہور کے مختلف علاقوں راوی روڈ، مصری شاہ، شیر انوالہ گیٹ، گجر پورہ، داتا نگر، بھگوان پورہ، لکشمی چوک، جوہر ٹاؤن، جی پی او، ریلوے اسٹیشن اور نابھا روڈ کے اطراف شدید بارش ہوئی۔ کی نے کہا ہے کہ پاکستان کا اقوام متحدہ کی صدارت سنبھالنا اہل کشمیر کے لیے اہم ہے۔ عالمی امن وسلامتی کیلئے پاکستان کی خدمات قابل تحسین ہیں۔ نہیں کرے گا، سعودی عرب، ایران اور ترکی کو اکٹھے ہی فیصلے کرنے چاہئیں۔ دی، درخواست گزار کسی قسم کی دھاندلی ثابت نہیں کر سکا۔ بعدازاں اپوزیشن لیڈر عمر ایوب کے وکیل کے دلائل: [522, 1807, 691, 2028]
- continuation-title: بقیہ جات: [740, 287, 806, 300]
- article-text: ہے۔تفصیلات کے مطابق صوبائی دارالحکومت لاہور کے مختلف علاقوں راوی روڈ، مصری شاہ، شیر انوالہ گیٹ، گجر پورہ، داتا نگر، بھگوان پورہ، لکشمی چوک، جوہر ٹاؤن، جی پی او، ریلوے اسٹیشن اور نابھا روڈ کے اطراف شدید بارش ہوئی۔ کی نے کہا ہے کہ پاکستان کا اقوام متحدہ کی صدارت سنبھالنا اہل کشمیر کے لیے اہم ہے۔ عالمی امن وسلامتی کیلئے پاکستان کی خدمات قابل تحسین ہیں۔ نہیں کرے گا، سعودی عرب، ایران اور ترکی کو اکٹھے ہی فیصلے کرنے چاہئیں۔ دی، درخواست گزار کسی قسم کی دھاندلی ثابت نہیں کر سکا۔ بعدازاں اپوزیشن لیڈر عمر ایوب کے وکیل کے دلائل مکمل ہونے پر الیکشن کمیشن نے کیس کا فیصلہ محفوظ کرلیا۔ ہے۔تفصیلات کے مطابق صوبائی دارالحکومت لاہور کے مختلف علاقوں راوی روڈ، مصری شاہ، شیر انوالہ گیٹ، گجر پورہ، داتا نگر، بھگوان پورہ، لکشمی چوک، جوہر ٹاؤن، جی پی او، ریلوے اسٹیشن اور نابھا روڈ کے: [868, 2187, 1034, 2513]
- continuation-title: بقیہ جات: [912, 1812, 977, 1825]
- continuation-title: بقیہ جات: [740, 2037, 806, 2050]
- court-notice: [4, 1292, 174, 1770]
- court-notice: [178, 2180, 346, 2548]
- continuation-number: 16: [1040, 2112, 1082, 2125]
- notice-title: پاکپتن شریف۔: [373, 2313, 495, 2333]
- article-text: ہے۔تفصیلات کے مطابق صوبائی دارالحکومت لاہور کے مختلف علاقوں راوی روڈ، مصری شاہ، شیر انوالہ گیٹ، گجر پورہ، داتا نگر، بھگوان پورہ، لکشمی چوک، جوہر ٹاؤن، جی پی او، ریلوے اسٹیشن اور نابھا روڈ کے اطراف شدید بارش ہوئی۔ کی نے کہا ہے کہ پاکستان کا اقوام متحدہ کی صدارت سنبھالنا اہل کشمیر کے لیے اہم ہے۔ عالمی امن وسلامتی کیلئے پاکستان کی خدمات قابل تحسین ہیں۔ نہیں کرے گا، سعودی عرب، ایران اور ترکی کو اکٹھے ہی فیصلے کرنے چاہئیں۔ دی، درخواست گزار کسی قسم کی دھاندلی ثابت نہیں کر سکا۔ بعدازاں اپوزیشن لیڈر عمر ایوب کے وکیل کے دلائل مکمل ہونے پر الیکشن کمیشن نے کیس کا فیصلہ محفوظ کرلیا۔ ہے۔تفصیلات کے مطابق صوبائی دارالحکومت لاہور کے مختلف علاقوں راوی روڈ، مصری شاہ، شیر انوالہ گیٹ، گجر پورہ، داتا نگر، بھگوان پورہ، لکشمی چوک، جوہر ٹاؤن، جی پی او، ریلوے اسٹیشن اور نابھا روڈ کے اطراف شدید بارش ہوئی۔ کی نے کہا ہے کہ پاکستان کا اقوام متحدہ کی صدارت سنبھالنا اہل کشمیر کے لیے اہم ہے۔ عالمی امن وسلامتی کیلئے پاکستان کی: [1038, 1302, 1204, 1688]
- continuation-header: [1038, 1695, 1204, 1712]
- continuation-label: بقیہ: [1147, 452, 1202, 465]
- continuation-number: 42: [524, 2037, 567, 2050]
- notice-title: صاحب فیملی جج کوٹ مومن ضلع: [375, 1929, 493, 1975]
- continuation-label: بقیہ: [633, 1787, 689, 1800]
- continuation-number: 30: [697, 1537, 740, 1550]
- continuation-title: بقیہ جات: [740, 1787, 806, 1800]
- continuation-number: 29: [697, 1287, 740, 1300]
- signature-label: مہر عدالت: [106, 2415, 154, 2426]
- continuation-title: بقیہ جات: [740, 1037, 806, 1050]
- continuation-number: 44: [352, 37, 395, 50]
- continuation-number: 19: [870, 747, 912, 760]
- continuation-label: بقیہ: [806, 2287, 862, 2300]
- continuation-title: بقیہ جات: [1253, 37, 1319, 50]
- continuation-label: بقیہ: [1320, 1287, 1376, 1300]
- continuation-header: [695, 35, 864, 52]
- continuation-label: بقیہ: [1147, 1697, 1202, 1710]
- signature-label: دستخط حاکم: [370, 2528, 427, 2539]
- signature-label: دستخط حاکم: [24, 2415, 81, 2426]
- article-text: ہے۔تفصیلات کے مطابق صوبائی دارالحکومت لاہور کے مختلف علاقوں راوی روڈ، مصری شاہ، شیر انوالہ گیٹ، گجر پورہ، داتا نگر، بھگوان پورہ، لکشمی چوک، جوہر ٹاؤن، جی پی او، ریلوے اسٹیشن اور نابھا روڈ کے اطراف شدید بارش ہوئی۔ کی نے کہا ہے کہ پاکستان کا اقوام متحدہ کی صدارت سنبھالنا اہل کشمیر کے لیے اہم ہے۔ عالمی امن وسلامتی کیلئے پاکستان کی خدمات قابل تحسین ہیں۔ نہیں کرے گا، سعودی عرب، ایران اور ترکی کو اکٹھے ہی فیصلے کرنے چاہئیں۔ دی، درخواست گزار کسی قسم کی دھاندلی ثابت نہیں کر سکا۔ بعدازاں اپوزیشن لیڈر عمر ایوب کے وکیل کے دلائل: [1208, 1807, 1378, 2028]
- news-column: [4, 30, 174, 1170]
- article-text: ہے۔تفصیلات کے مطابق صوبائی دارالحکومت لاہور کے مختلف علاقوں راوی روڈ، مصری شاہ، شیر انوالہ گیٹ، گجر پورہ، داتا نگر، بھگوان پورہ، لکشمی چوک، جوہر ٹاؤن، جی پی او، ریلوے اسٹیشن اور نابھا روڈ کے اطراف شدید بارش ہوئی۔ کی نے کہا ہے کہ پاکستان کا اقوام متحدہ کی صدارت سنبھالنا اہل کشمیر کے لیے اہم ہے۔ عالمی امن وسلامتی کیلئے پاکستان کی خدمات قابل تحسین ہیں۔ نہیں کرے گا، سعودی عرب، ایران اور ترکی کو اکٹھے ہی فیصلے کرنے چاہئیں۔ دی، درخواست گزار کسی قسم کی دھاندلی ثابت نہیں کر سکا۔ بعدازاں اپوزیشن لیڈر عمر ایوب کے وکیل کے دلائل: [695, 807, 864, 1028]
- continuation-title: بقیہ جات: [223, 602, 289, 615]
- continuation-title: بقیہ جات: [395, 37, 461, 50]
- column-rule: [1205, 30, 1206, 2545]
- notice-body: اللہ دتہ ولد رشید احمد قوم میں ساکن ملکہ ہانس تحصیل وضلع پاکپتن شریف بنام چیئرمین نادرا وغیرہ اشتہار بنام عوام الناس۔ ہر گاہ سائل نے وکالتاً یا بذریعہ مختار خاص عدالت ہذا میں آپ بتقرر: [358, 2374, 510, 2459]
- continuation-title: بقیہ جات: [912, 1457, 977, 1470]
- continuation-title: بقیہ جات: [740, 537, 806, 550]
- continuation-label: بقیہ: [806, 1287, 862, 1300]
- continuation-number: 12: [1040, 452, 1082, 465]
- news-column: [695, 30, 864, 2545]
- notice-title: صاحب سول جج راولپنڈی: [368, 1665, 500, 1715]
- notice-body: عنوان، شرجیل خان بنام جویریہ الیاس ۔دعوی آمادہ حقوق زن آشوئی۔ اخبار اشتہار بنام جویریہ الیاس دختر محمد الیاس قوم پٹھان ساکن فقیر آباد کریمی ٹاؤن امان گڑھ تحصیل وضلع نوشہرہ KPK: [186, 1716, 338, 1801]
- notice-tail: بوقت 8 بجے صبح حاضر ہو کر پیش کریں ورنہ کارروائی حسب ضابطہ عمل میں لائی جاوے گی۔: [358, 2479, 511, 2519]
- continuation-label: بقیہ: [806, 1037, 862, 1050]
- notice-title: سرگودھا: [396, 1987, 472, 2007]
- continuation-number: 20: [870, 1102, 912, 1115]
- article-text: ہے۔تفصیلات کے مطابق صوبائی دارالحکومت لاہور کے مختلف علاقوں راوی روڈ، مصری شاہ، شیر انوالہ گیٹ، گجر پورہ، داتا نگر، بھگوان پورہ، لکشمی چوک، جوہر ٹاؤن، جی پی او، ریلوے اسٹیشن اور نابھا روڈ کے اطراف شدید بارش ہوئی۔ کی نے کہا ہے کہ پاکستان کا اقوام متحدہ کی صدارت سنبھالنا اہل کشمیر کے لیے اہم ہے۔ عالمی امن وسلامتی کیلئے پاکستان کی خدمات قابل تحسین ہیں۔ نہیں کرے گا، سعودی عرب، ایران اور ترکی کو اکٹھے ہی فیصلے کرنے چاہئیں۔ دی، درخواست گزار کسی قسم کی دھاندلی ثابت نہیں کر سکا۔ بعدازاں اپوزیشن لیڈر عمر ایوب کے وکیل کے دلائل مکمل ہونے پر الیکشن کمیشن نے کیس کا فیصلہ محفوظ کرلیا۔ ہے۔تفصیلات کے مطابق صوبائی دارالحکومت لاہور کے مختلف علاقوں راوی روڈ، مصری شاہ، شیر انوالہ گیٹ، گجر پورہ، داتا نگر، بھگوان پورہ، لکشمی چوک، جوہر ٹاؤن، جی پی او، ریلوے اسٹیشن اور نابھا روڈ کے: [868, 1122, 1034, 1448]
- continuation-title: بقیہ جات: [740, 787, 806, 800]
- news-column: [178, 30, 346, 1170]
- continuation-label: بقیہ: [806, 1787, 862, 1800]
- continuation-label: بقیہ: [1320, 1037, 1376, 1050]
- continuation-number: 47: [352, 877, 395, 890]
- continuation-number: 13: [1040, 867, 1082, 880]
- continuation-label: بقیہ: [1147, 867, 1202, 880]
- continuation-number: 35: [524, 287, 567, 300]
- continuation-header: [868, 1810, 1034, 1827]
- bottom-bar: [0, 2550, 1382, 2560]
- continuation-title: بقیہ جات: [740, 2287, 806, 2300]
- notice-date: 10-7-2025: [49, 2333, 129, 2349]
- masthead: [0, 0, 1382, 26]
- continuation-header: [522, 785, 691, 802]
- notice-title: صاحب سینئر سول جج/ گارڈین جج: [25, 1855, 153, 1901]
- notice-subject: دعویٰ استقرار حق: [247, 2372, 338, 2383]
- continuation-header: [868, 35, 1034, 52]
- article-text: ہے۔تفصیلات کے مطابق صوبائی دارالحکومت لاہور کے مختلف علاقوں راوی روڈ، مصری شاہ، شیر انوالہ گیٹ، گجر پورہ، داتا نگر، بھگوان پورہ، لکشمی چوک، جوہر ٹاؤن، جی پی او، ریلوے اسٹیشن اور نابھا روڈ کے اطراف شدید بارش ہوئی۔ کی نے کہا ہے کہ پاکستان کا اقوام متحدہ کی صدارت سنبھالنا اہل کشمیر کے لیے اہم ہے۔ عالمی امن وسلامتی کیلئے پاکستان کی خدمات قابل تحسین ہیں۔ نہیں کرے گا، سعودی عرب، ایران اور ترکی کو اکٹھے ہی فیصلے کرنے چاہئیں۔ دی، درخواست گزار کسی قسم کی دھاندلی ثابت نہیں کر سکا۔ بعدازاں اپوزیشن لیڈر عمر ایوب کے وکیل کے دلائل مکمل ہونے پر الیکشن کمیشن نے کیس کا فیصلہ محفوظ کرلیا۔ ہے۔تفصیلات کے: [350, 337, 518, 588]
- continuation-title: بقیہ جات: [395, 317, 461, 330]
- continuation-number: 34: [524, 37, 567, 50]
- notice-body: مشکل ہے لہٰذا بذریعہ اخبار اشتہار مدعا علیہ کو مطلع کیا جاتا ہے کہ آپ بتقرر: [12, 1452, 166, 1477]
- continuation-header: [1038, 35, 1204, 52]
- continuation-label: بقیہ: [460, 37, 516, 50]
- notice-title: صاحب سول جج راولپنڈی: [368, 1365, 500, 1415]
- continuation-title: بقیہ جات: [740, 37, 806, 50]
- continuation-header: [868, 390, 1034, 407]
- article-text: ہے۔تفصیلات کے مطابق صوبائی دارالحکومت لاہور کے مختلف علاقوں راوی روڈ، مصری شاہ، شیر انوالہ گیٹ، گجر پورہ، داتا نگر، بھگوان پورہ، لکشمی چوک، جوہر ٹاؤن، جی پی او، ریلوے اسٹیشن اور نابھا روڈ کے اطراف شدید بارش ہوئی۔ کی نے کہا ہے کہ پاکستان کا اقوام متحدہ کی صدارت سنبھالنا اہل کشمیر کے لیے اہم ہے۔ عالمی امن وسلامتی کیلئے پاکستان کی خدمات قابل تحسین ہیں۔ نہیں کرے گا، سعودی عرب، ایران اور ترکی کو اکٹھے ہی فیصلے کرنے چاہئیں۔ دی، درخواست گزار کسی قسم کی دھاندلی ثابت نہیں کر سکا۔ بعدازاں اپوزیشن لیڈر عمر ایوب کے وکیل کے دلائل: [1208, 1057, 1378, 1278]
- continuation-header: [695, 535, 864, 552]
- notice-subject: دعویٰ نان نفقہ،: [431, 1424, 510, 1435]
- continuation-title: بقیہ جات: [912, 1102, 977, 1115]
- continuation-label: بقیہ: [633, 287, 689, 300]
- continuation-header: [868, 2165, 1034, 2182]
- continuation-header: [178, 600, 346, 617]
- notice-tail: بوقت 8 بجے صبح حاضر ہوں۔: [53, 2094, 166, 2104]
- article-text: ہے۔تفصیلات کے مطابق صوبائی دارالحکومت لاہور کے مختلف علاقوں راوی روڈ، مصری شاہ، شیر انوالہ گیٹ، گجر پورہ، داتا نگر، بھگوان پورہ، لکشمی چوک، جوہر ٹاؤن، جی پی او، ریلوے اسٹیشن اور نابھا روڈ کے اطراف شدید بارش ہوئی۔ کی نے کہا ہے کہ پاکستان کا اقوام متحدہ کی صدارت سنبھالنا اہل کشمیر کے لیے اہم ہے۔ عالمی امن وسلامتی کیلئے پاکستان کی خدمات قابل تحسین ہیں۔ نہیں کرے گا، سعودی عرب، ایران اور ترکی کو اکٹھے ہی فیصلے کرنے چاہئیں۔ دی، درخواست گزار کسی قسم کی دھاندلی ثابت نہیں کر سکا۔ بعدازاں اپوزیشن لیڈر عمر ایوب کے وکیل کے دلائل مکمل ہونے پر الیکشن کمیشن نے کیس کا فیصلہ محفوظ کرلیا۔ ہے۔تفصیلات کے مطابق صوبائی دارالحکومت لاہور کے مختلف علاقوں راوی روڈ، مصری شاہ، شیر انوالہ گیٹ، گجر پورہ، داتا نگر، بھگوان پورہ، لکشمی چوک، جوہر ٹاؤن، جی پی او، ریلوے اسٹیشن اور نابھا روڈ کے اطراف شدید بارش ہوئی۔ کی نے کہا ہے کہ پاکستان کا اقوام متحدہ کی صدارت سنبھالنا اہل کشمیر کے لیے اہم ہے۔ عالمی امن وسلامتی کیلئے پاکستان کی خدمات قابل تحسین ہیں۔ نہیں کرے گا، سعودی عرب، ایران اور ترکی کو اکٹھے ہی فیصلے کرنے چاہئیں۔ دی، درخواست گزار کسی قسم کی دھاندلی ثابت نہیں کر سکا۔ بعدازاں اپوزیشن لیڈر عمر ایوب کے وکیل کے دلائل مکمل ہونے پر الیکشن کمیشن نے کیس کا فیصلہ محفوظ کرلیا۔ ہے۔تفصیلات کے مطابق صوبائی دارالحکومت لاہور کے مختلف علاقوں راوی روڈ، مصری شاہ، شیر انوالہ گیٹ، گجر: [178, 57, 346, 593]
- continuation-label: بقیہ: [633, 1537, 689, 1550]
- continuation-title: بقیہ جات: [1253, 287, 1319, 300]
- continuation-label: بقیہ: [460, 877, 516, 890]
- notice-body: ثانیہ زہرہ بنام شہریار اشرف ولد محمد اشرف ندیم: [186, 1411, 338, 1436]
- continuation-header: [695, 2285, 864, 2302]
- continuation-header: [522, 285, 691, 302]
- continuation-title: بقیہ جات: [567, 537, 633, 550]
- continuation-header: [1208, 35, 1378, 52]
- continuation-header: [868, 1100, 1034, 1117]
- article-text: ہے۔تفصیلات کے مطابق صوبائی دارالحکومت لاہور کے مختلف علاقوں راوی روڈ، مصری شاہ، شیر انوالہ گیٹ، گجر پورہ، داتا نگر، بھگوان پورہ، لکشمی چوک، جوہر ٹاؤن، جی پی او، ریلوے اسٹیشن اور نابھا روڈ کے اطراف شدید بارش ہوئی۔ کی نے کہا ہے کہ پاکستان کا اقوام متحدہ کی صدارت سنبھالنا اہل کشمیر کے لیے اہم ہے۔ عالمی امن وسلامتی کیلئے پاکستان کی خدمات قابل تحسین ہیں۔ نہیں کرے گا، سعودی عرب، ایران اور ترکی کو اکٹھے ہی فیصلے کرنے چاہئیں۔ دی، درخواست گزار کسی قسم کی دھاندلی ثابت نہیں کر سکا۔ بعدازاں اپوزیشن لیڈر عمر ایوب کے وکیل کے دلائل: [522, 2057, 691, 2278]
- continuation-label: بقیہ: [460, 317, 516, 330]
- continuation-label: بقیہ: [1320, 2037, 1376, 2050]
- notice-date: 16-07-2025: [217, 2076, 307, 2092]
- notice-body: جویریہ شریف بنام محمد Amir ولد عبدالرزاق ساکن مکان نمبر 168/10 گلی نمبر 8 محلہ: [358, 1441, 510, 1481]
- article-text: ہے۔تفصیلات کے مطابق صوبائی دارالحکومت لاہور کے مختلف علاقوں راوی روڈ، مصری شاہ، شیر انوالہ گیٹ، گجر پورہ، داتا نگر، بھگوان پورہ، لکشمی چوک، جوہر ٹاؤن، جی پی او، ریلوے اسٹیشن اور نابھا روڈ کے اطراف شدید بارش ہوئی۔ کی نے کہا ہے کہ پاکستان کا اقوام متحدہ کی صدارت سنبھالنا اہل کشمیر کے لیے اہم ہے۔ عالمی امن وسلامتی کیلئے پاکستان کی خدمات قابل تحسین ہیں۔ نہیں کرے گا، سعودی عرب، ایران اور ترکی کو اکٹھے ہی فیصلے کرنے چاہئیں۔ دی، درخواست گزار کسی قسم کی دھاندلی ثابت نہیں کر سکا۔ بعدازاں اپوزیشن لیڈر عمر ایوب کے وکیل کے دلائل: [522, 1557, 691, 1778]
- notice-subject: دعویٰ تنسیخ نکاح،: [250, 1394, 338, 1405]
- notice-subject: دعویٰ استقرار حق معہ حکم تاکیدی۔: [358, 2342, 510, 2368]
- continuation-title: بقیہ جات: [1082, 2112, 1147, 2125]
- article-text: ہے۔تفصیلات کے مطابق صوبائی دارالحکومت لاہور کے مختلف علاقوں راوی روڈ، مصری شاہ، شیر انوالہ گیٹ، گجر پورہ، داتا نگر، بھگوان پورہ، لکشمی چوک، جوہر ٹاؤن، جی پی او، ریلوے اسٹیشن اور نابھا روڈ کے اطراف شدید بارش ہوئی۔ کی نے کہا ہے کہ پاکستان کا اقوام متحدہ کی صدارت سنبھالنا اہل کشمیر کے لیے اہم ہے۔ عالمی امن وسلامتی کیلئے پاکستان کی خدمات قابل تحسین ہیں۔ نہیں کرے گا، سعودی عرب، ایران اور ترکی کو اکٹھے ہی فیصلے کرنے چاہئیں۔ دی، درخواست گزار کسی قسم کی دھاندلی ثابت نہیں کر سکا۔ بعدازاں اپوزیشن لیڈر عمر ایوب کے وکیل کے دلائل مکمل ہونے پر الیکشن کمیشن نے کیس کا فیصلہ محفوظ کرلیا۔ ہے۔تفصیلات کے مطابق صوبائی دارالحکومت لاہور کے مختلف علاقوں راوی روڈ، مصری شاہ، شیر انوالہ گیٹ، گجر پورہ، داتا نگر، بھگوان پورہ، لکشمی چوک، جوہر ٹاؤن، جی پی او، ریلوے اسٹیشن اور نابھا روڈ کے: [868, 412, 1034, 738]
- continuation-label: بقیہ: [633, 37, 689, 50]
- continuation-number: 17: [870, 37, 912, 50]
- notice-title: بعدالت جناب یاسر بلال: [186, 1853, 338, 1903]
- continuation-number: 6: [1210, 1287, 1253, 1300]
- continuation-label: بقیہ: [633, 2287, 689, 2300]
- continuation-number: 22: [870, 1812, 912, 1825]
- continuation-number: 3: [1210, 537, 1253, 550]
- continuation-label: بقیہ: [116, 37, 172, 50]
- continuation-header: [4, 35, 174, 52]
- continuation-number: 45: [352, 317, 395, 330]
- article-text: ہے۔تفصیلات کے مطابق صوبائی دارالحکومت لاہور کے مختلف علاقوں راوی روڈ، مصری شاہ، شیر انوالہ گیٹ، گجر پورہ، داتا نگر، بھگوان پورہ، لکشمی چوک، جوہر ٹاؤن، جی پی او، ریلوے اسٹیشن اور نابھا روڈ کے اطراف شدید بارش ہوئی۔ کی نے کہا ہے کہ پاکستان کا اقوام متحدہ کی صدارت سنبھالنا اہل کشمیر کے لیے اہم ہے۔ عالمی امن وسلامتی کیلئے پاکستان کی خدمات قابل تحسین ہیں۔ نہیں کرے گا، سعودی عرب، ایران اور ترکی کو اکٹھے ہی فیصلے کرنے چاہئیں۔ دی، درخواست گزار کسی قسم کی دھاندلی ثابت نہیں کر سکا۔ بعدازاں اپوزیشن لیڈر عمر ایوب کے وکیل کے دلائل: [695, 1307, 864, 1528]
- column-rule: [347, 30, 348, 1170]
- continuation-title: بقیہ جات: [1253, 787, 1319, 800]
- article-text: ہے۔تفصیلات کے مطابق صوبائی دارالحکومت لاہور کے مختلف علاقوں راوی روڈ، مصری شاہ، شیر انوالہ گیٹ، گجر پورہ، داتا نگر، بھگوان پورہ، لکشمی چوک، جوہر ٹاؤن، جی پی او، ریلوے اسٹیشن اور نابھا روڈ کے اطراف شدید بارش ہوئی۔ کی نے کہا ہے کہ پاکستان کا اقوام متحدہ کی صدارت سنبھالنا اہل کشمیر کے لیے اہم ہے۔ عالمی امن وسلامتی کیلئے پاکستان کی خدمات قابل تحسین ہیں۔ نہیں کرے گا، سعودی عرب، ایران اور ترکی کو اکٹھے ہی فیصلے کرنے چاہئیں۔ دی، درخواست گزار کسی قسم کی دھاندلی ثابت نہیں کر سکا۔ بعدازاں اپوزیشن لیڈر عمر ایوب کے وکیل کے دلائل مکمل ہونے پر الیکشن کمیشن نے کیس کا فیصلہ محفوظ کرلیا۔ ہے۔تفصیلات کے: [350, 617, 518, 868]
- notice-date: 19-7-2025: [394, 2030, 474, 2046]
- column-rule: [865, 30, 866, 2545]
- news-column: [350, 30, 518, 1170]
- notice-date: 14-7-2025: [222, 2401, 302, 2417]
- article-text: ہے۔تفصیلات کے مطابق صوبائی دارالحکومت لاہور کے مختلف علاقوں راوی روڈ، مصری شاہ، شیر انوالہ گیٹ، گجر پورہ، داتا نگر، بھگوان پورہ، لکشمی چوک، جوہر ٹاؤن، جی پی او، ریلوے اسٹیشن اور نابھا روڈ کے اطراف شدید بارش ہوئی۔ کی نے کہا ہے کہ پاکستان کا اقوام متحدہ کی صدارت سنبھالنا اہل کشمیر کے لیے اہم ہے۔ عالمی امن وسلامتی کیلئے پاکستان کی خدمات قابل تحسین ہیں۔ نہیں کرے گا، سعودی عرب، ایران اور ترکی کو اکٹھے ہی فیصلے کرنے چاہئیں۔ دی، درخواست گزار کسی قسم کی دھاندلی ثابت نہیں کر سکا۔ بعدازاں اپوزیشن لیڈر عمر ایوب کے وکیل کے دلائل: [695, 2057, 864, 2278]
- continuation-label: بقیہ: [1320, 2287, 1376, 2300]
- continuation-title: بقیہ جات: [567, 2037, 633, 2050]
- continuation-header: [1208, 785, 1378, 802]
- notice-signature: [186, 2481, 338, 2496]
- article-text: ہے۔تفصیلات کے مطابق صوبائی دارالحکومت لاہور کے مختلف علاقوں راوی روڈ، مصری شاہ، شیر انوالہ گیٹ، گجر پورہ، داتا نگر، بھگوان پورہ، لکشمی چوک، جوہر ٹاؤن، جی پی او، ریلوے اسٹیشن اور نابھا روڈ کے اطراف شدید بارش ہوئی۔ کی نے کہا ہے کہ پاکستان کا اقوام متحدہ کی صدارت سنبھالنا اہل کشمیر کے لیے اہم ہے۔ عالمی امن وسلامتی کیلئے پاکستان کی خدمات قابل تحسین ہیں۔ نہیں کرے گا، سعودی عرب، ایران اور ترکی کو اکٹھے ہی فیصلے کرنے چاہئیں۔ دی، درخواست گزار کسی قسم کی دھاندلی ثابت نہیں کر سکا۔ بعدازاں اپوزیشن لیڈر عمر ایوب کے وکیل کے دلائل: [1208, 1557, 1378, 1778]
- article-text: ہے۔تفصیلات کے مطابق صوبائی دارالحکومت لاہور کے مختلف علاقوں راوی روڈ، مصری شاہ، شیر انوالہ گیٹ، گجر پورہ، داتا نگر، بھگوان پورہ، لکشمی چوک، جوہر ٹاؤن، جی پی او، ریلوے اسٹیشن اور نابھا روڈ کے اطراف شدید بارش ہوئی۔ کی نے کہا ہے کہ پاکستان کا اقوام متحدہ کی صدارت سنبھالنا اہل کشمیر کے لیے اہم ہے۔ عالمی امن وسلامتی کیلئے پاکستان کی خدمات قابل تحسین ہیں۔ نہیں کرے گا، سعودی عرب، ایران اور ترکی کو اکٹھے ہی فیصلے کرنے چاہئیں۔ دی، درخواست گزار کسی قسم کی دھاندلی ثابت نہیں کر سکا۔ بعدازاں اپوزیشن لیڈر عمر ایوب کے وکیل کے دلائل: [695, 557, 864, 778]
- article-text: ہے۔تفصیلات کے مطابق صوبائی دارالحکومت لاہور کے مختلف علاقوں راوی روڈ، مصری شاہ، شیر انوالہ گیٹ، گجر پورہ، داتا نگر، بھگوان پورہ، لکشمی چوک، جوہر ٹاؤن، جی پی او، ریلوے اسٹیشن اور نابھا روڈ کے اطراف شدید بارش ہوئی۔ کی نے کہا ہے کہ پاکستان کا اقوام متحدہ کی صدارت سنبھالنا اہل کشمیر کے لیے اہم ہے۔ عالمی امن وسلامتی کیلئے پاکستان کی خدمات قابل تحسین ہیں۔ نہیں کرے گا، سعودی عرب، ایران اور ترکی کو اکٹھے ہی فیصلے کرنے چاہئیں۔ دی، درخواست گزار کسی قسم کی دھاندلی ثابت نہیں کر سکا۔ بعدازاں اپوزیشن لیڈر عمر ایوب کے وکیل کے دلائل مکمل ہونے پر الیکشن کمیشن نے کیس کا فیصلہ محفوظ کرلیا۔ ہے۔تفصیلات کے مطابق صوبائی دارالحکومت لاہور کے مختلف علاقوں راوی روڈ، مصری شاہ، شیر انوالہ گیٹ، گجر پورہ، داتا نگر، بھگوان پورہ، لکشمی چوک، جوہر ٹاؤن، جی پی او، ریلوے اسٹیشن اور نابھا روڈ کے: [868, 1477, 1034, 1803]
- continuation-title: بقیہ جات: [1082, 37, 1147, 50]
- notice-title: بعدالت جناب اعجاز احمد امتیاز: [197, 2195, 327, 2241]
- notice-title: بعدالت جناب راجہ علی رضا: [200, 1601, 324, 1647]
- continuation-label: بقیہ: [806, 1537, 862, 1550]
- article-text: ہے۔تفصیلات کے مطابق صوبائی دارالحکومت لاہور کے مختلف علاقوں راوی روڈ، مصری شاہ، شیر انوالہ گیٹ، گجر پورہ، داتا نگر، بھگوان پورہ، لکشمی چوک، جوہر ٹاؤن، جی پی او، ریلوے اسٹیشن اور نابھا روڈ کے اطراف شدید بارش ہوئی۔ کی نے کہا ہے کہ پاکستان کا اقوام متحدہ کی صدارت سنبھالنا اہل کشمیر کے لیے اہم ہے۔ عالمی امن وسلامتی کیلئے پاکستان کی خدمات قابل تحسین ہیں۔ نہیں کرے گا، سعودی عرب، ایران اور ترکی کو اکٹھے ہی فیصلے کرنے چاہئیں۔ دی، درخواست گزار کسی قسم کی دھاندلی ثابت نہیں کر سکا۔ بعدازاں اپوزیشن لیڈر عمر ایوب کے وکیل کے دلائل: [1208, 557, 1378, 778]
- notice-title: سول جج راولپنڈی: [186, 1365, 338, 1385]
- continuation-header: [350, 875, 518, 892]
- article-text: ہے۔تفصیلات کے مطابق صوبائی دارالحکومت لاہور کے مختلف علاقوں راوی روڈ، مصری شاہ، شیر انوالہ گیٹ، گجر پورہ، داتا نگر، بھگوان پورہ، لکشمی چوک، جوہر ٹاؤن، جی پی او، ریلوے اسٹیشن اور نابھا روڈ کے اطراف شدید بارش ہوئی۔ کی نے کہا ہے کہ پاکستان کا اقوام متحدہ کی صدارت سنبھالنا اہل کشمیر کے لیے اہم ہے۔ عالمی امن وسلامتی کیلئے پاکستان کی خدمات قابل تحسین ہیں۔ نہیں کرے گا، سعودی عرب، ایران اور ترکی کو اکٹھے ہی فیصلے کرنے چاہئیں۔ دی، درخواست گزار کسی قسم کی دھاندلی ثابت نہیں کر سکا۔ بعدازاں اپوزیشن لیڈر عمر ایوب کے وکیل کے دلائل: [1208, 2307, 1378, 2528]
- continuation-number: 11: [1040, 37, 1082, 50]
- continuation-number: 46: [352, 597, 395, 610]
- continuation-label: بقیہ: [1320, 37, 1376, 50]
- continuation-number: 50: [6, 37, 49, 50]
- continuation-header: [1208, 2035, 1378, 2052]
- article-text: ہے۔تفصیلات کے مطابق صوبائی دارالحکومت لاہور کے مختلف علاقوں راوی روڈ، مصری شاہ، شیر انوالہ گیٹ، گجر پورہ، داتا نگر، بھگوان پورہ، لکشمی چوک، جوہر ٹاؤن، جی پی او، ریلوے اسٹیشن اور نابھا روڈ کے اطراف شدید بارش ہوئی۔ کی نے کہا ہے کہ پاکستان کا اقوام متحدہ کی صدارت سنبھالنا اہل کشمیر کے لیے اہم ہے۔ عالمی امن وسلامتی کیلئے پاکستان کی خدمات قابل تحسین ہیں۔ نہیں کرے گا، سعودی عرب، ایران اور ترکی کو اکٹھے ہی فیصلے کرنے چاہئیں۔ دی، درخواست گزار کسی قسم کی دھاندلی ثابت نہیں کر سکا۔ بعدازاں اپوزیشن لیڈر عمر ایوب کے وکیل کے دلائل مکمل ہونے پر الیکشن کمیشن نے کیس کا فیصلہ محفوظ کرلیا۔ ہے۔تفصیلات کے مطابق صوبائی دارالحکومت لاہور کے مختلف علاقوں راوی روڈ، مصری شاہ، شیر انوالہ گیٹ، گجر پورہ، داتا نگر، بھگوان پورہ، لکشمی چوک، جوہر ٹاؤن، جی پی او، ریلوے اسٹیشن اور نابھا روڈ کے اطراف شدید بارش ہوئی۔ کی نے کہا ہے کہ پاکستان کا اقوام متحدہ کی صدارت سنبھالنا اہل کشمیر کے لیے اہم ہے۔ عالمی امن وسلامتی کیلئے پاکستان کی: [1038, 887, 1204, 1273]
- continuation-label: بقیہ: [977, 1457, 1032, 1470]
- continuation-number: 36: [524, 537, 567, 550]
- continuation-label: بقیہ: [977, 392, 1032, 405]
- masthead-title: روزنامہ ”وفاق“ (3) 10 جولائی 2025ء: [547, 3, 835, 21]
- continuation-header: [695, 1285, 864, 1302]
- news-column: [1208, 30, 1378, 2545]
- continuation-header: [350, 595, 518, 612]
- continuation-number: 9: [1210, 2037, 1253, 2050]
